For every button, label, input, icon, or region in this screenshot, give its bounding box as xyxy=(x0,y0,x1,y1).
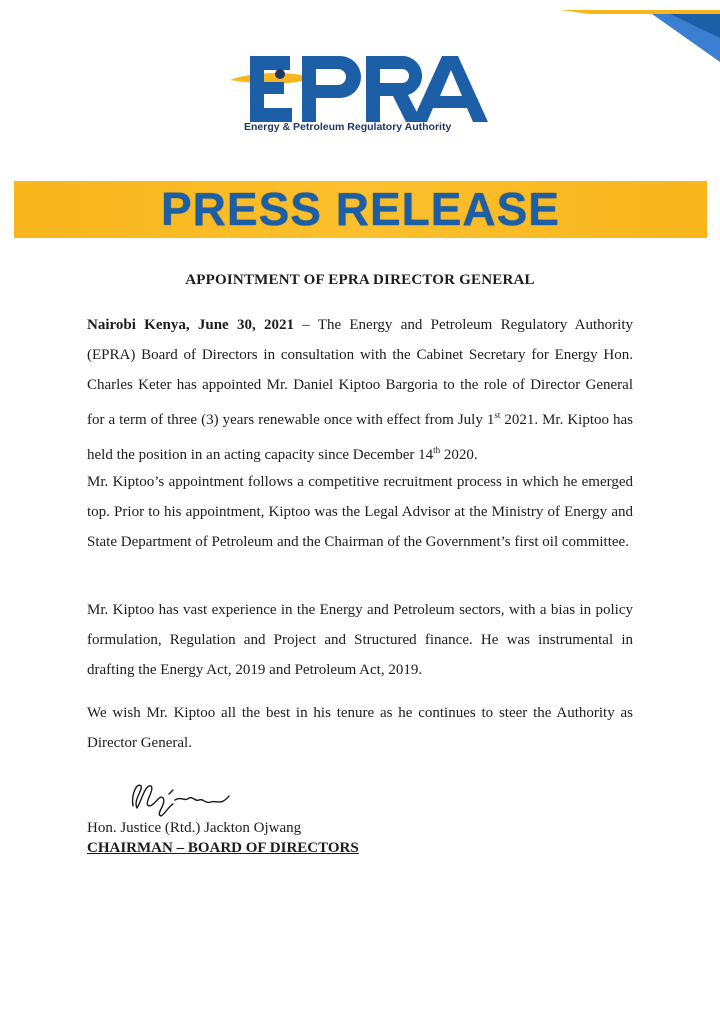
signatory-role: CHAIRMAN – BOARD OF DIRECTORS xyxy=(87,840,359,856)
press-release-banner xyxy=(14,181,707,238)
signatory-name: Hon. Justice (Rtd.) Jackton Ojwang xyxy=(87,820,302,836)
banner-title: PRESS RELEASE xyxy=(161,183,560,235)
dateline: Nairobi Kenya, June 30, 2021 xyxy=(87,317,295,333)
paragraph-3: Mr. Kiptoo has vast experience in the Energy and Petroleum sectors, with a bias in policy formulation, Regulation and Project and Structured finance. He was instrumental in drafting the Energy Act, 2019 and Petroleum Act, 2019. xyxy=(87,602,633,678)
paragraph-1: Nairobi Kenya, June 30, 2021 – The Energy and Petroleum Regulatory Authority (EPRA) Board of Directors in consultation with the Cabinet Secretary for Energy Hon. Charles Keter has appointed Mr. Daniel Kiptoo Bargoria to the role of Director General for a term of three (3) years renewable once with effect from July 1st 2021. Mr. Kiptoo has held the position in an acting capacity since December 14th 2020. xyxy=(87,317,634,463)
corner-decoration xyxy=(560,0,720,70)
document-title: APPOINTMENT OF EPRA DIRECTOR GENERAL xyxy=(185,272,535,288)
logo-tagline: Energy & Petroleum Regulatory Authority xyxy=(244,121,452,133)
handwritten-signature xyxy=(125,776,235,820)
paragraph-4: We wish Mr. Kiptoo all the best in his tenure as he continues to steer the Authority as Director General. xyxy=(87,705,633,751)
paragraph-2: Mr. Kiptoo’s appointment follows a competitive recruitment process in which he emerged top. Prior to his appointment, Kiptoo was the Legal Advisor at the Ministry of Energy and State Department of Petroleum and the Chairman of the Government’s first oil committee. xyxy=(87,474,633,550)
